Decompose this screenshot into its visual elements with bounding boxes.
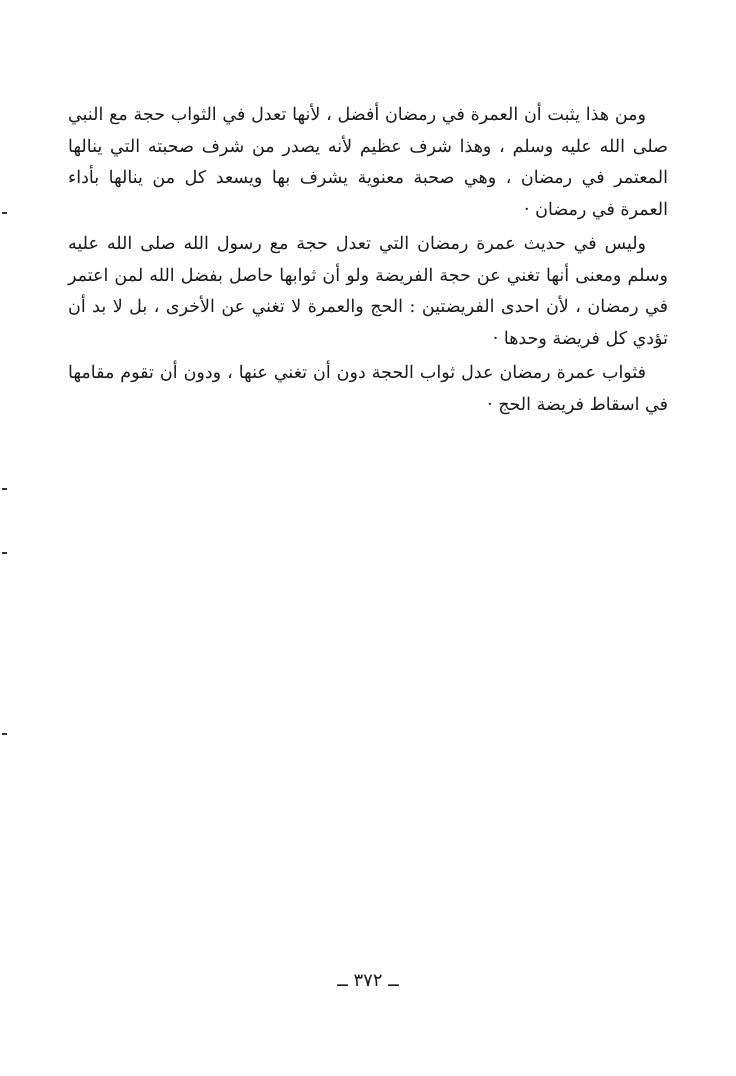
paragraph-2: وليس في حديث عمرة رمضان التي تعدل حجة مع رسول الله صلى الله عليه وسلم ومعنى أنها تغني عن حجة الفريضة ولو أن ثوابها حاصل بفضل الله لمن اعتمر في رمضان ، لأن احدى الفريضتين : الحج والعمرة لا تغني عن الأخرى ، بل لا بد أن تؤدي كل فريضة وحدها · [68, 234, 668, 349]
margin-scan-mark [2, 212, 7, 214]
page-number: ــ ٣٧٢ ــ [337, 970, 399, 991]
margin-scan-mark [2, 488, 7, 490]
paragraph-1: ومن هذا يثبت أن العمرة في رمضان أفضل ، لأنها تعدل في الثواب حجة مع النبي صلى الله عليه وسلم ، وهذا شرف عظيم لأنه يصدر من شرف صحبته التي ينالها المعتمر في رمضان ، وهي صحبة معنوية يشرف بها ويسعد كل من ينالها بأداء العمرة في رمضان · [68, 105, 668, 220]
paragraph-3: فثواب عمرة رمضان عدل ثواب الحجة دون أن تغني عنها ، ودون أن تقوم مقامها في اسقاط فريضة الحج · [68, 363, 668, 415]
margin-scan-mark [2, 552, 7, 554]
margin-scan-mark [2, 733, 7, 735]
body-text [68, 100, 668, 424]
